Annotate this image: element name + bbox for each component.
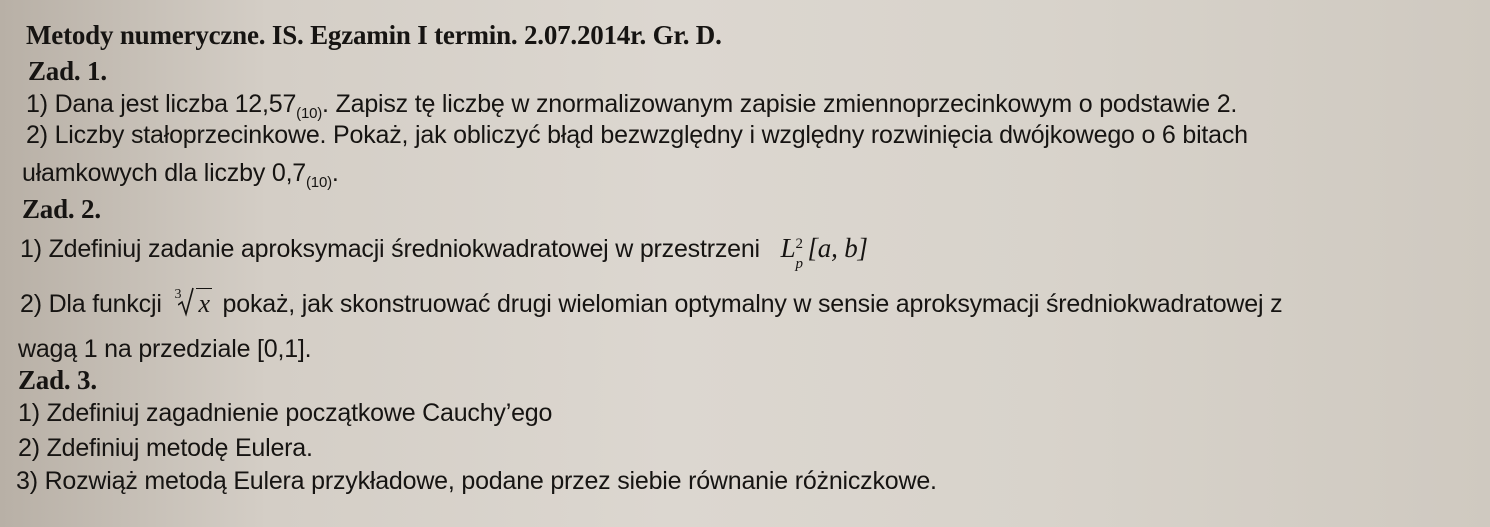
task-2-item-2-line-2: wagą 1 na przedziale [0,1]. xyxy=(18,335,312,363)
task-1-item-2-text-a: ułamkowych dla liczby 0,7 xyxy=(22,159,307,187)
lp-space-subscript: p xyxy=(795,256,803,272)
task-2-item-1-text: 1) Zdefiniuj zadanie aproksymacji średniokwadratowej w przestrzeni xyxy=(20,235,760,263)
cube-root-variable: x xyxy=(198,289,210,318)
radical-sign-icon xyxy=(178,287,194,317)
task-1-item-2-line-1: 2) Liczby stałoprzecinkowe. Pokaż, jak obliczyć błąd bezwzględny i względny rozwinięcia dwójkowego o 6 bitach xyxy=(26,121,1248,149)
task-1-item-1-base: (10) xyxy=(296,105,323,122)
task-1-item-1-text-a: 1) Dana jest liczba 12,57 xyxy=(26,90,297,118)
lp-space-formula xyxy=(780,233,868,272)
task-2-item-2-text-b: pokaż, jak skonstruować drugi wielomian optymalny w sensie aproksymacji średniokwadratowej z xyxy=(222,290,1283,318)
task-3-item-1: 1) Zdefiniuj zagadnienie początkowe Cauchy’ego xyxy=(18,399,553,427)
cube-root-formula xyxy=(172,289,211,319)
exam-title: Metody numeryczne. IS. Egzamin I termin. 2.07.2014r. Gr. D. xyxy=(26,20,722,50)
task-2-item-2-text-a: 2) Dla funkcji xyxy=(20,290,162,318)
task-2-heading: Zad. 2. xyxy=(22,194,101,224)
task-3-heading: Zad. 3. xyxy=(18,365,97,395)
task-3-item-3: 3) Rozwiąż metodą Eulera przykładowe, podane przez siebie równanie różniczkowe. xyxy=(16,467,937,495)
cube-root-index: 3 xyxy=(174,287,182,302)
task-3-item-2: 2) Zdefiniuj metodę Eulera. xyxy=(18,434,313,462)
task-1-heading: Zad. 1. xyxy=(28,56,107,86)
task-1-item-2-text-b: . xyxy=(331,159,339,187)
task-1-item-2-line-2 xyxy=(22,158,339,198)
task-1-item-2-base: (10) xyxy=(306,174,332,191)
lp-space-letter: L xyxy=(780,233,796,263)
lp-space-interval: [a, b] xyxy=(807,233,868,263)
task-2-item-1 xyxy=(20,233,868,272)
task-2-item-2-line-1 xyxy=(20,289,1282,319)
lp-space-superscript: 2 xyxy=(795,236,803,252)
task-1-item-1-text-b: . Zapisz tę liczbę w znormalizowanym zapisie zmiennoprzecinkowym o podstawie 2. xyxy=(322,90,1238,118)
